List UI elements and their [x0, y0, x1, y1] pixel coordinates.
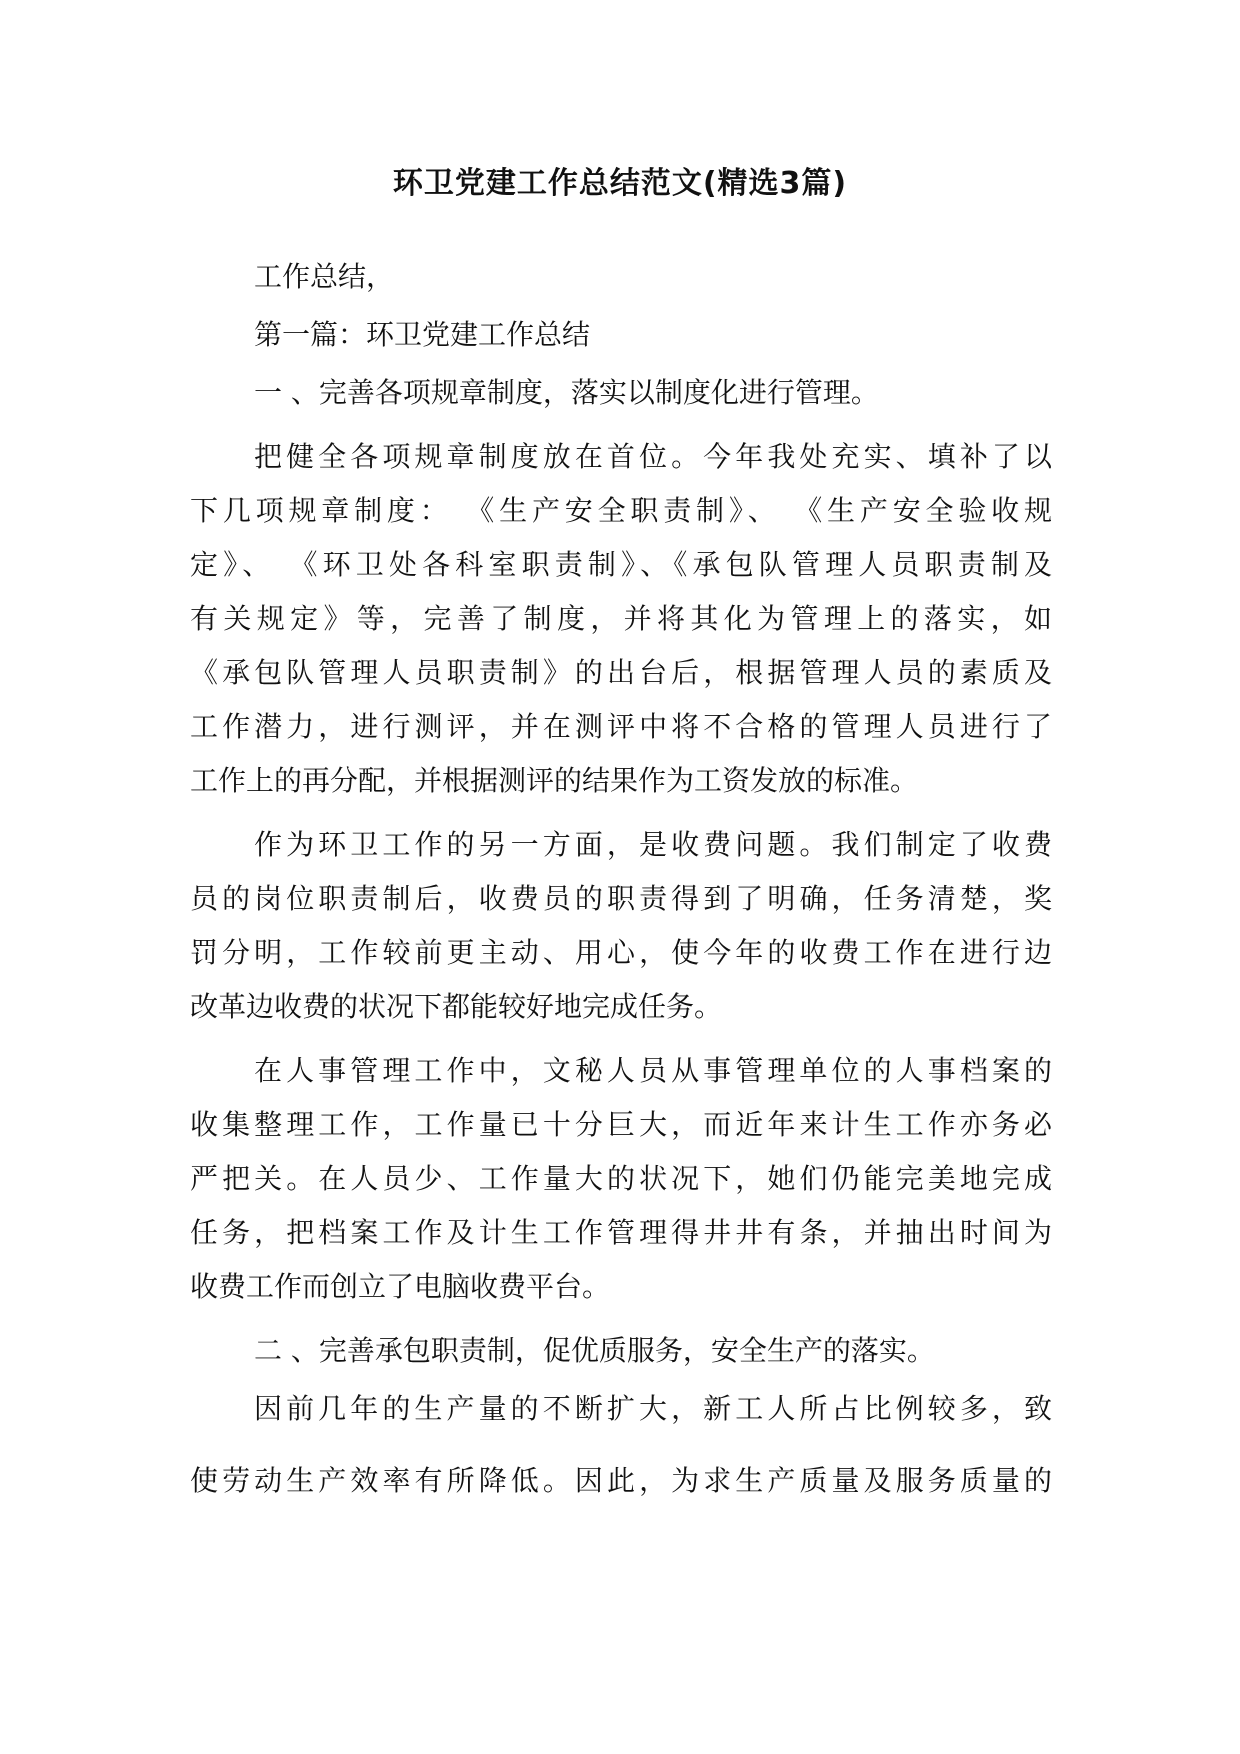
paragraph-line: 收费工作而创立了电脑收费平台。 — [190, 1270, 611, 1303]
paragraph-line: 把健全各项规章制度放在首位。今年我处充实、填补了以 — [254, 440, 1052, 473]
paragraph-line: 罚分明，工作较前更主动、用心，使今年的收费工作在进行边 — [190, 936, 1052, 969]
paragraph-line: 工作上的再分配，并根据测评的结果作为工资发放的标准。 — [190, 764, 919, 797]
paragraph-line: 使劳动生产效率有所降低。因此，为求生产质量及服务质量的 — [190, 1464, 1052, 1497]
paragraph-line: 任务，把档案工作及计生工作管理得井井有条，并抽出时间为 — [190, 1216, 1052, 1249]
paragraph-line: 下几项规章制度： 《生产安全职责制》、 《生产安全验收规 — [190, 494, 1052, 527]
paragraph-line: 工作潜力，进行测评，并在测评中将不合格的管理人员进行了 — [190, 710, 1052, 743]
paragraph-line: 严把关。在人员少、工作量大的状况下，她们仍能完美地完成 — [190, 1162, 1052, 1195]
paragraph-line: 《承包队管理人员职责制》的出台后，根据管理人员的素质及 — [190, 656, 1052, 689]
intro-line: 工作总结， — [254, 260, 395, 293]
paragraph-line: 改革边收费的状况下都能较好地完成任务。 — [190, 990, 723, 1023]
paragraph-line: 收集整理工作，工作量已十分巨大，而近年来计生工作亦务必 — [190, 1108, 1052, 1141]
paragraph-line: 因前几年的生产量的不断扩大，新工人所占比例较多，致 — [254, 1392, 1052, 1425]
paragraph-line: 作为环卫工作的另一方面，是收费问题。我们制定了收费 — [254, 828, 1052, 861]
subsection-heading: 二 、完善承包职责制，促优质服务，安全生产的落实。 — [254, 1334, 935, 1367]
paragraph-line: 员的岗位职责制后，收费员的职责得到了明确，任务清楚，奖 — [190, 882, 1052, 915]
document-body — [190, 250, 1052, 1508]
section-heading: 第一篇：环卫党建工作总结 — [254, 318, 591, 351]
document-title: 环卫党建工作总结范文(精选3篇) — [392, 166, 848, 201]
paragraph-line: 定》、 《环卫处各科室职责制》、《承包队管理人员职责制及 — [190, 548, 1052, 581]
paragraph-line: 有关规定》等，完善了制度，并将其化为管理上的落实，如 — [190, 602, 1052, 635]
paragraph-line: 在人事管理工作中，文秘人员从事管理单位的人事档案的 — [254, 1054, 1052, 1087]
subsection-heading: 一 、完善各项规章制度，落实以制度化进行管理。 — [254, 376, 879, 409]
